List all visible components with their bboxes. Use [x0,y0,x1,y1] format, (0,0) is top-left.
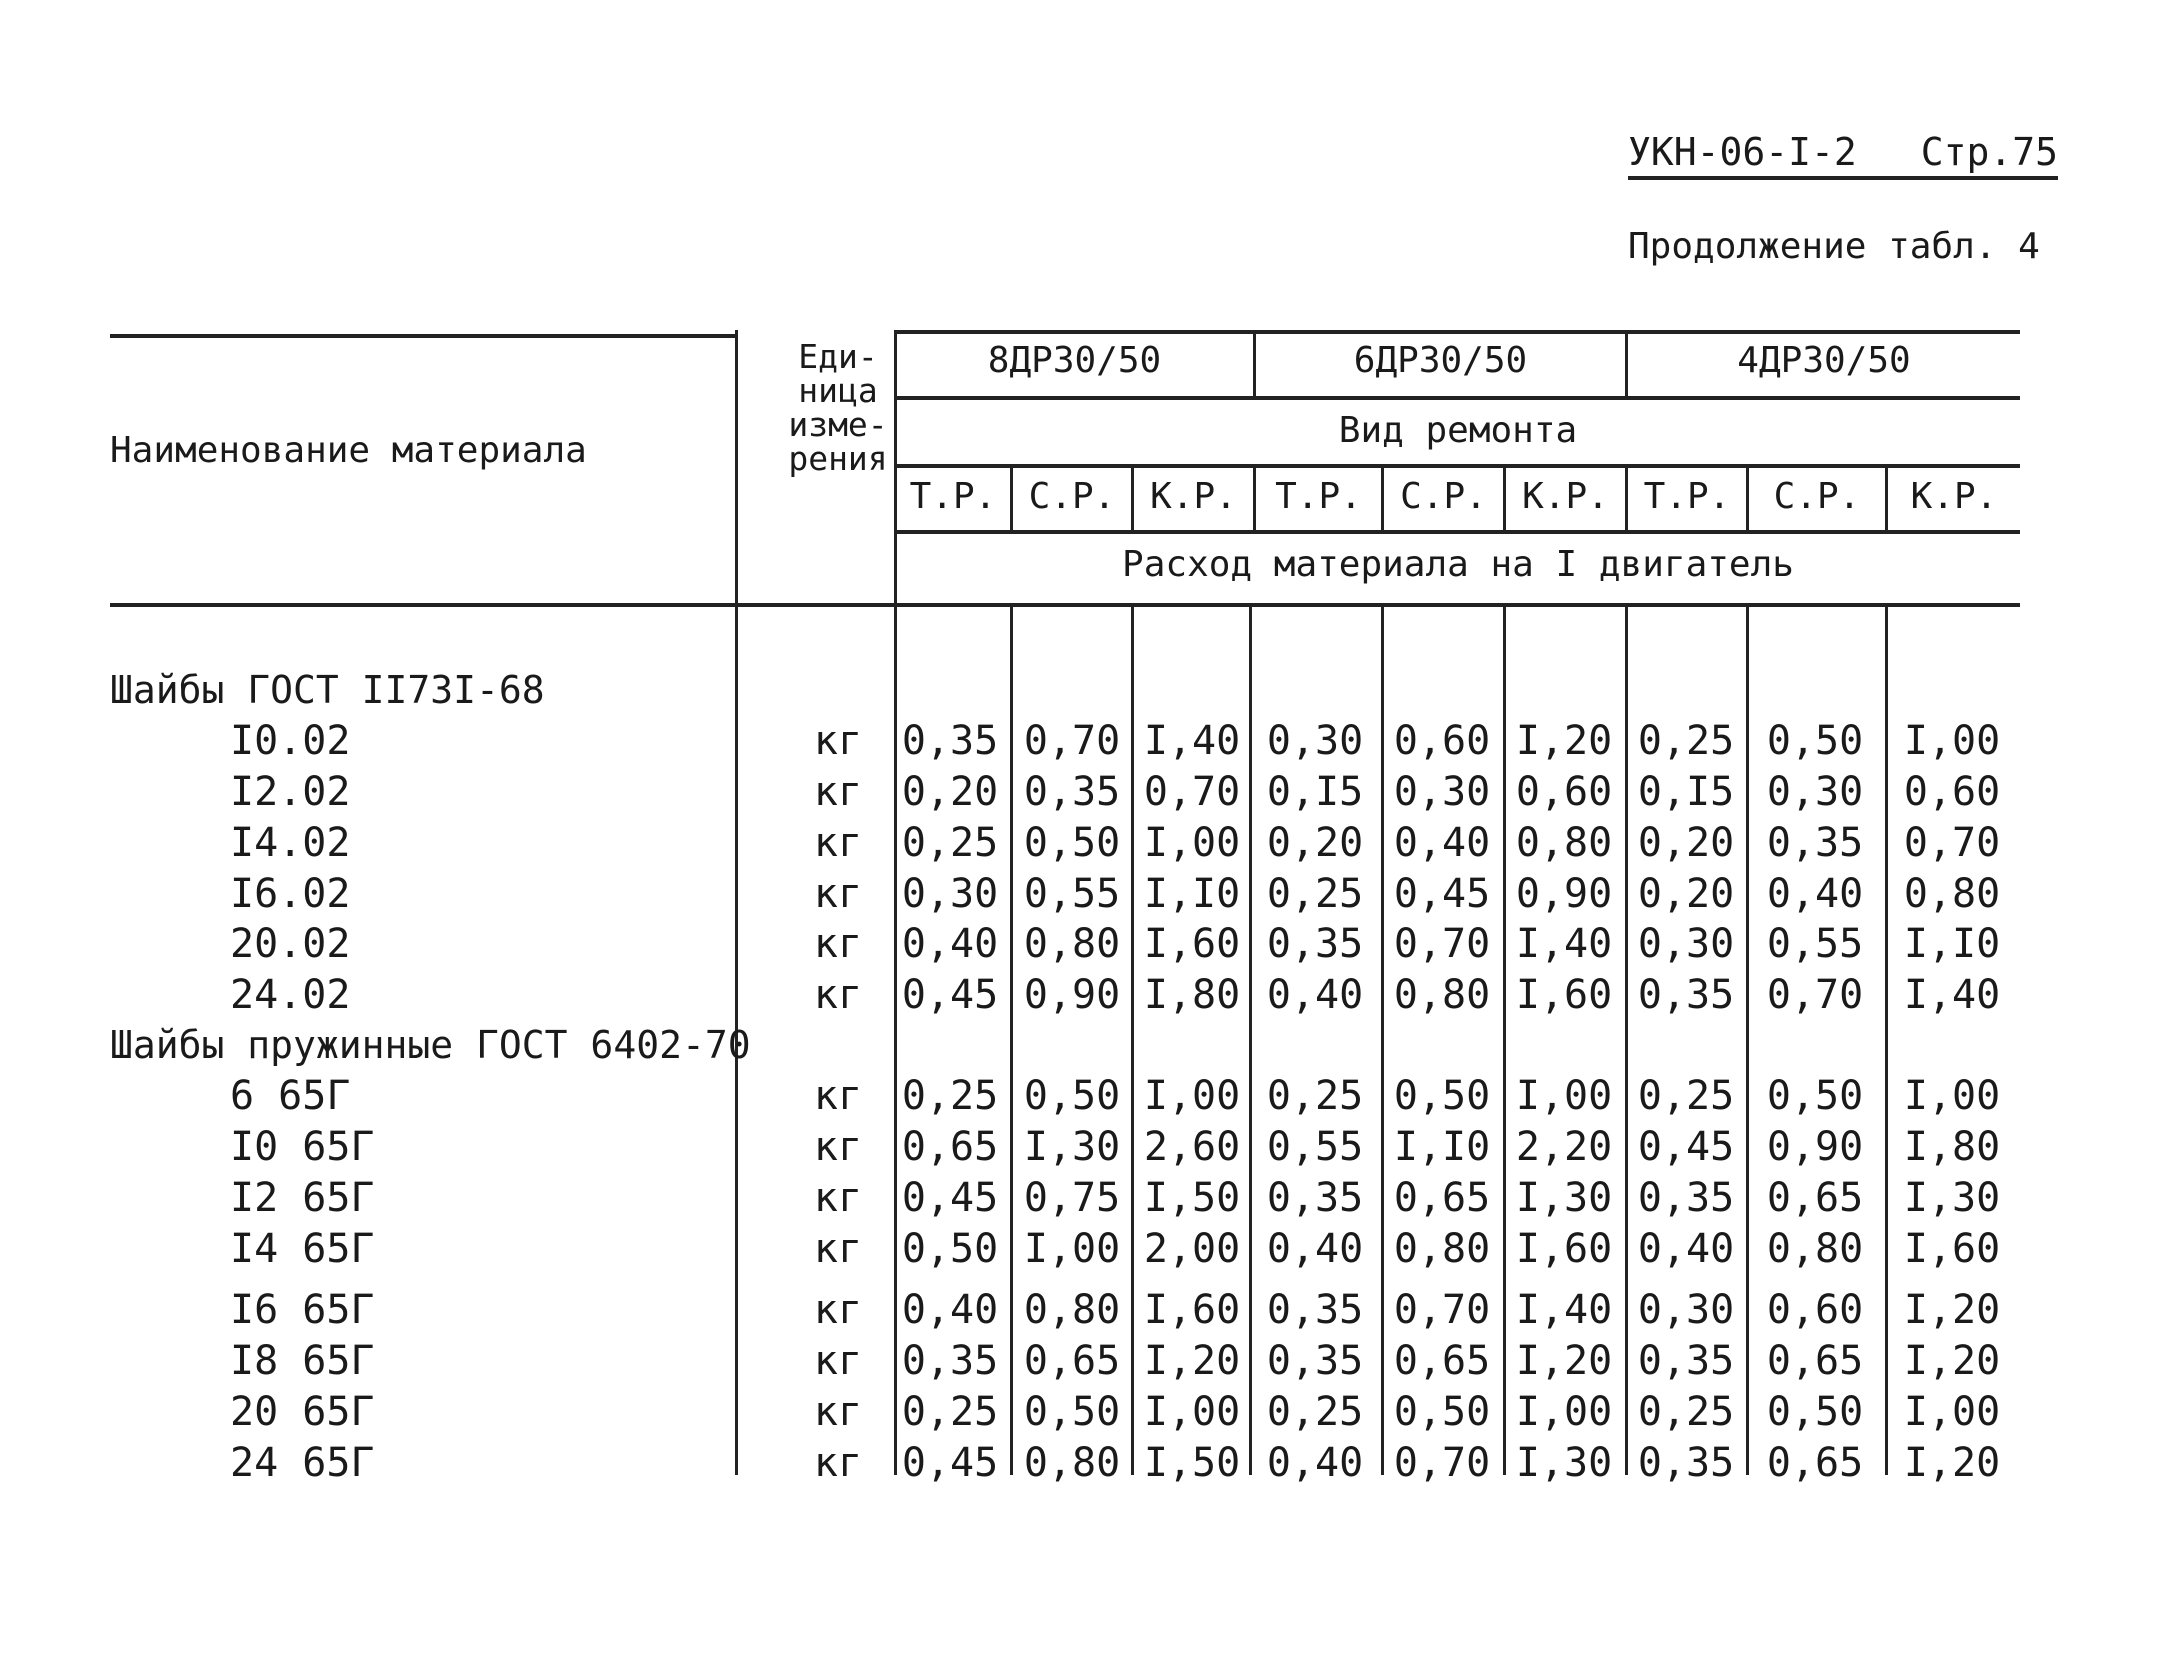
value-cell: 0,20 [1266,820,1364,866]
value-cell: 0,20 [901,769,999,815]
unit-cell: кг [813,1287,863,1333]
value-cell: I,50 [1143,1175,1241,1221]
value-cell: 0,30 [1266,718,1364,764]
table-row [0,921,2180,971]
value-cell: 0,70 [1766,972,1864,1018]
value-cell: 0,50 [1766,1389,1864,1435]
value-cell: 0,65 [1766,1440,1864,1486]
value-cell: 0,25 [901,820,999,866]
unit-header-line: рения [788,439,888,478]
value-cell: 0,35 [1766,820,1864,866]
value-cell: 0,40 [1766,871,1864,917]
value-cell: 0,55 [1266,1124,1364,1170]
table-top-rule-left [110,334,738,338]
value-cell: 0,90 [1766,1124,1864,1170]
value-cell: 0,25 [1266,1073,1364,1119]
unit-cell: кг [813,871,863,917]
value-cell: I,00 [1515,1073,1613,1119]
value-cell: I,80 [1903,1124,2001,1170]
engine-header-8dr: 8ДР30/50 [987,340,1162,381]
value-cell: 0,40 [1266,1226,1364,1272]
repair-code-header: С.Р. [1028,476,1116,517]
header-bottom-rule [110,603,2020,607]
repair-type-rule [896,464,2020,468]
unit-cell: кг [813,769,863,815]
value-cell: 0,65 [1023,1338,1121,1384]
value-cell: 0,50 [901,1226,999,1272]
value-cell: 0,65 [1393,1175,1491,1221]
unit-cell: кг [813,1124,863,1170]
value-cell: 0,40 [901,1287,999,1333]
material-name-cell: I4 65Г [230,1226,375,1272]
value-cell: I,00 [1903,718,2001,764]
unit-cell: кг [813,972,863,1018]
value-cell: 0,60 [1766,1287,1864,1333]
value-cell: 0,80 [1023,921,1121,967]
value-cell: 0,25 [1266,871,1364,917]
value-cell: 0,40 [1393,820,1491,866]
material-name-cell: 24 65Г [230,1440,375,1486]
table-row [0,820,2180,870]
value-cell: I,80 [1143,972,1241,1018]
unit-cell: кг [813,1440,863,1486]
value-cell: 0,35 [901,718,999,764]
table-row [0,718,2180,768]
value-cell: 0,65 [1766,1338,1864,1384]
engine-header-4dr: 4ДР30/50 [1737,340,1911,381]
group-title: Шайбы пружинные ГОСТ 6402-70 [110,1023,751,1067]
table-row [0,871,2180,921]
value-cell: 0,20 [1637,871,1735,917]
material-name-cell: I8 65Г [230,1338,375,1384]
value-cell: 0,70 [1393,1287,1491,1333]
material-name-cell: 20.02 [230,921,351,967]
value-cell: I,00 [1903,1073,2001,1119]
unit-cell: кг [813,1338,863,1384]
value-cell: 0,60 [1903,769,2001,815]
unit-cell: кг [813,718,863,764]
value-cell: I,I0 [1143,871,1241,917]
repair-code-header: К.Р. [1150,476,1237,517]
value-cell: 0,80 [1393,1226,1491,1272]
value-cell: 0,80 [1023,1440,1121,1486]
table-row [0,1440,2180,1490]
value-cell: 0,50 [1023,1073,1121,1119]
value-cell: I,I0 [1393,1124,1491,1170]
unit-cell: кг [813,921,863,967]
value-cell: 0,70 [1023,718,1121,764]
value-cell: 0,35 [1266,921,1364,967]
value-cell: I,20 [1903,1440,2001,1486]
material-name-cell: I6 65Г [230,1287,375,1333]
value-cell: 0,25 [901,1073,999,1119]
unit-cell: кг [813,1073,863,1119]
value-cell: I,40 [1143,718,1241,764]
value-cell: 0,30 [1393,769,1491,815]
value-cell: I,00 [1143,820,1241,866]
table-row [0,769,2180,819]
value-cell: 0,70 [1143,769,1241,815]
value-cell: 0,80 [1515,820,1613,866]
value-cell: 0,35 [1637,1175,1735,1221]
value-cell: 2,60 [1143,1124,1241,1170]
table-row [0,1338,2180,1388]
value-cell: 0,50 [1766,718,1864,764]
value-cell: 0,60 [1393,718,1491,764]
value-cell: 0,60 [1515,769,1613,815]
value-cell: 0,35 [1637,972,1735,1018]
value-cell: 0,35 [1637,1440,1735,1486]
table-row [0,1389,2180,1439]
table-row [0,1226,2180,1276]
material-name-cell: I6.02 [230,871,351,917]
value-cell: 0,65 [1393,1338,1491,1384]
value-cell: 0,70 [1903,820,2001,866]
value-cell: I,40 [1903,972,2001,1018]
engine-header-6dr: 6ДР30/50 [1353,340,1528,381]
consumption-header: Расход материала на I двигатель [1122,544,1794,585]
value-cell: 0,35 [1266,1287,1364,1333]
repair-code-header: К.Р. [1522,476,1609,517]
value-cell: 0,75 [1023,1175,1121,1221]
value-cell: 0,65 [1766,1175,1864,1221]
value-cell: 0,25 [1637,718,1735,764]
value-cell: I,00 [1903,1389,2001,1435]
value-cell: 0,35 [1637,1338,1735,1384]
value-cell: 0,70 [1393,1440,1491,1486]
value-cell: 0,45 [901,972,999,1018]
value-cell: 0,90 [1023,972,1121,1018]
table-row [0,1124,2180,1174]
repair-code-header: Т.Р. [1643,476,1731,517]
value-cell: 0,50 [1023,820,1121,866]
value-cell: 2,00 [1143,1226,1241,1272]
value-cell: 0,90 [1515,871,1613,917]
unit-cell: кг [813,820,863,866]
value-cell: I,50 [1143,1440,1241,1486]
value-cell: 0,35 [1023,769,1121,815]
table-row [0,1175,2180,1225]
value-cell: 0,50 [1393,1389,1491,1435]
value-cell: I,30 [1515,1440,1613,1486]
material-name-cell: I0.02 [230,718,351,764]
value-cell: I,60 [1143,1287,1241,1333]
value-cell: 2,20 [1515,1124,1613,1170]
repair-code-header: Т.Р. [909,476,997,517]
material-name-cell: 6 65Г [230,1073,351,1119]
value-cell: 0,80 [1766,1226,1864,1272]
value-cell: I,20 [1903,1287,2001,1333]
value-cell: I,20 [1143,1338,1241,1384]
repair-code-header: Т.Р. [1275,476,1362,517]
value-cell: 0,30 [1637,921,1735,967]
value-cell: 0,40 [1637,1226,1735,1272]
value-cell: I,60 [1143,921,1241,967]
value-cell: 0,65 [901,1124,999,1170]
value-cell: 0,30 [1637,1287,1735,1333]
value-cell: 0,30 [901,871,999,917]
table-top-rule-right [896,330,2020,334]
value-cell: I,00 [1023,1226,1121,1272]
unit-cell: кг [813,1389,863,1435]
value-cell: I,40 [1515,921,1613,967]
value-cell: 0,40 [1266,972,1364,1018]
unit-cell: кг [813,1226,863,1272]
table-row [0,1287,2180,1337]
value-cell: 0,50 [1393,1073,1491,1119]
unit-cell: кг [813,1175,863,1221]
repair-type-header: Вид ремонта [1338,410,1578,451]
value-cell: 0,55 [1766,921,1864,967]
value-cell: I,60 [1515,972,1613,1018]
material-name-cell: 24.02 [230,972,351,1018]
value-cell: 0,70 [1393,921,1491,967]
value-cell: 0,20 [1637,820,1735,866]
unit-header-line: ница [798,371,878,410]
table-row [0,972,2180,1022]
page-number: Стр.75 [1920,130,2059,174]
repair-code-header: С.Р. [1400,476,1487,517]
material-name-cell: I2 65Г [230,1175,375,1221]
value-cell: 0,25 [1637,1389,1735,1435]
value-cell: 0,45 [901,1440,999,1486]
value-cell: 0,35 [1266,1338,1364,1384]
value-cell: 0,50 [1023,1389,1121,1435]
value-cell: I,20 [1515,718,1613,764]
value-cell: 0,40 [901,921,999,967]
value-cell: 0,25 [1266,1389,1364,1435]
group-title: Шайбы ГОСТ II73I-68 [110,668,545,712]
material-name-cell: I4.02 [230,820,351,866]
value-cell: 0,80 [1903,871,2001,917]
value-cell: 0,55 [1023,871,1121,917]
unit-header-line: изме- [788,405,888,444]
value-cell: I,00 [1143,1073,1241,1119]
value-cell: 0,45 [1393,871,1491,917]
unit-header-line: Еди- [798,337,878,376]
value-cell: 0,25 [1637,1073,1735,1119]
value-cell: I,00 [1143,1389,1241,1435]
repair-code-rule [896,530,2020,534]
value-cell: 0,25 [901,1389,999,1435]
value-cell: 0,80 [1023,1287,1121,1333]
value-cell: 0,30 [1766,769,1864,815]
value-cell: 0,45 [901,1175,999,1221]
repair-code-header: С.Р. [1773,476,1861,517]
material-name-cell: I0 65Г [230,1124,375,1170]
value-cell: I,30 [1515,1175,1613,1221]
material-name-cell: I2.02 [230,769,351,815]
value-cell: 0,50 [1766,1073,1864,1119]
group-title-row [0,1023,2180,1073]
value-cell: I,60 [1903,1226,2001,1272]
unit-of-measure-header [778,337,898,478]
value-cell: I,30 [1023,1124,1121,1170]
group-title-row [0,668,2180,718]
engine-header-rule [896,396,2020,400]
value-cell: I,30 [1903,1175,2001,1221]
table-continuation-note: Продолжение табл. 4 [1628,226,2040,267]
value-cell: I,I0 [1903,921,2001,967]
value-cell: 0,35 [1266,1175,1364,1221]
table-row [0,1073,2180,1123]
material-name-cell: 20 65Г [230,1389,375,1435]
value-cell: I,00 [1515,1389,1613,1435]
value-cell: 0,45 [1637,1124,1735,1170]
value-cell: I,20 [1515,1338,1613,1384]
value-cell: 0,I5 [1266,769,1364,815]
value-cell: I,60 [1515,1226,1613,1272]
value-cell: 0,I5 [1637,769,1735,815]
repair-code-header: К.Р. [1910,476,1998,517]
document-code: УКН-06-I-2 [1628,130,1857,174]
value-cell: I,40 [1515,1287,1613,1333]
material-name-header: Наименование материала [110,430,587,471]
value-cell: I,20 [1903,1338,2001,1384]
value-cell: 0,35 [901,1338,999,1384]
value-cell: 0,80 [1393,972,1491,1018]
value-cell: 0,40 [1266,1440,1364,1486]
